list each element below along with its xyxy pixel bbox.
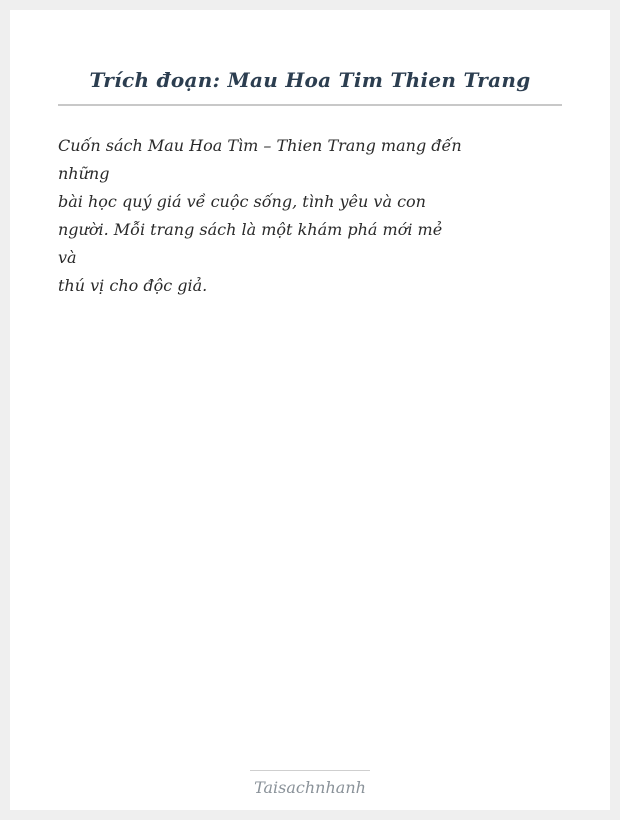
site-signature: Taisachnhanh (254, 778, 366, 797)
excerpt-line: những (58, 164, 110, 183)
page-footer (10, 770, 610, 798)
excerpt-line: người. Mỗi trang sách là một khám phá mới mẻ (58, 220, 443, 239)
excerpt-line: bài học quý giá về cuộc sống, tình yêu và con (58, 192, 426, 211)
excerpt-paragraph (58, 132, 562, 300)
footer-divider (250, 770, 370, 771)
title-divider (58, 104, 562, 106)
document-page (10, 10, 610, 810)
excerpt-line: thú vị cho độc giả. (58, 276, 208, 295)
page-title: Trích đoạn: Mau Hoa Tim Thien Trang (89, 68, 531, 92)
excerpt-line: Cuốn sách Mau Hoa Tìm – Thien Trang mang đến (58, 136, 462, 155)
excerpt-line: và (58, 248, 77, 267)
